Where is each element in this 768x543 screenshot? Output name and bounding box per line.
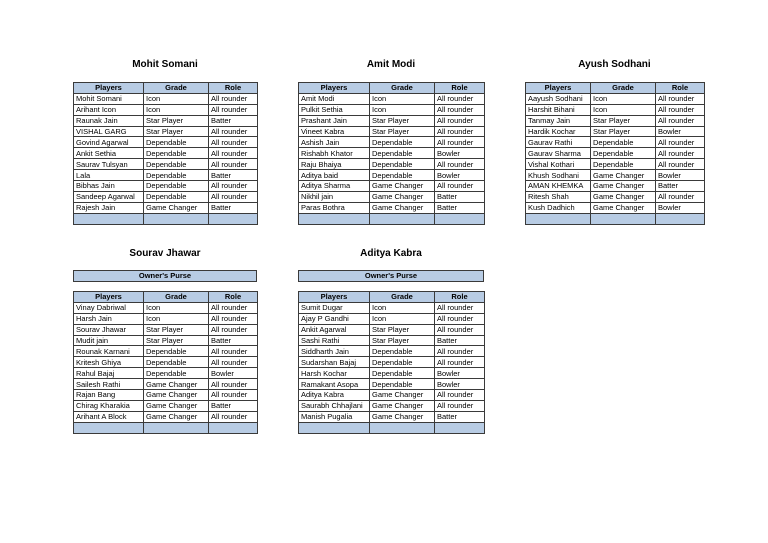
table-row (526, 137, 705, 148)
role-cell: All rounder (209, 93, 258, 104)
grade-cell: Dependable (370, 346, 435, 357)
grade-cell: Game Changer (370, 390, 435, 401)
player-name-cell: Aditya Kabra (299, 390, 370, 401)
grade-cell: Dependable (370, 368, 435, 379)
player-name-cell: Rishabh Khator (299, 148, 370, 159)
column-header-role: Role (435, 292, 485, 303)
table-row (526, 181, 705, 192)
grade-cell: Game Changer (591, 191, 656, 202)
player-name-cell: Ankit Agarwal (299, 324, 370, 335)
blank-cell (299, 422, 370, 433)
player-name-cell: Harshit Bihani (526, 104, 591, 115)
column-header-role: Role (656, 83, 705, 94)
blank-cell (144, 213, 209, 224)
role-cell: All rounder (209, 191, 258, 202)
role-cell: All rounder (209, 411, 258, 422)
role-cell: Bowler (435, 379, 485, 390)
role-cell: All rounder (209, 148, 258, 159)
team-owner-title: Sourav Jhawar (129, 248, 201, 259)
player-name-cell: Khush Sodhani (526, 170, 591, 181)
player-name-cell: Sashi Rathi (299, 335, 370, 346)
player-name-cell: Sandeep Agarwal (74, 191, 144, 202)
table-row (299, 181, 485, 192)
blank-footer-row (74, 213, 258, 224)
team-owner-title: Mohit Somani (132, 59, 198, 70)
table-row (299, 411, 485, 422)
blank-footer-row (299, 213, 485, 224)
team-table (298, 82, 485, 225)
table-row (74, 379, 258, 390)
grade-cell: Icon (591, 104, 656, 115)
role-cell: All rounder (209, 390, 258, 401)
grade-cell: Star Player (144, 335, 209, 346)
role-cell: Batter (435, 335, 485, 346)
blank-cell (370, 213, 435, 224)
grade-cell: Dependable (370, 379, 435, 390)
player-name-cell: Aditya Sharma (299, 181, 370, 192)
grade-cell: Game Changer (370, 202, 435, 213)
table-row (74, 390, 258, 401)
table-row (299, 368, 485, 379)
role-cell: All rounder (435, 115, 485, 126)
team-owner-title: Ayush Sodhani (578, 59, 651, 70)
column-header-role: Role (435, 83, 485, 94)
table-row (299, 346, 485, 357)
grade-cell: Game Changer (591, 181, 656, 192)
blank-cell (591, 213, 656, 224)
role-cell: Bowler (209, 368, 258, 379)
blank-cell (656, 213, 705, 224)
player-name-cell: VISHAL GARG (74, 126, 144, 137)
player-name-cell: Prashant Jain (299, 115, 370, 126)
player-name-cell: Vinay Dabriwal (74, 302, 144, 313)
role-cell: All rounder (435, 346, 485, 357)
player-name-cell: Rounak Karnani (74, 346, 144, 357)
role-cell: Batter (209, 335, 258, 346)
header-row (299, 83, 485, 94)
player-name-cell: Sumit Dugar (299, 302, 370, 313)
column-header-grade: Grade (144, 83, 209, 94)
team-owner-title: Aditya Kabra (360, 248, 422, 259)
player-name-cell: Gaurav Sharma (526, 148, 591, 159)
player-name-cell: Mohit Somani (74, 93, 144, 104)
grade-cell: Game Changer (591, 170, 656, 181)
table-row (74, 324, 258, 335)
grade-cell: Icon (144, 313, 209, 324)
role-cell: All rounder (209, 346, 258, 357)
role-cell: Batter (435, 202, 485, 213)
grade-cell: Dependable (144, 137, 209, 148)
role-cell: All rounder (656, 148, 705, 159)
player-name-cell: Sudarshan Bajaj (299, 357, 370, 368)
blank-cell (209, 422, 258, 433)
grade-cell: Dependable (591, 148, 656, 159)
grade-cell: Game Changer (370, 411, 435, 422)
grade-cell: Dependable (370, 159, 435, 170)
table-row (74, 357, 258, 368)
blank-cell (144, 422, 209, 433)
table-row (74, 368, 258, 379)
player-name-cell: Lala (74, 170, 144, 181)
grade-cell: Star Player (144, 324, 209, 335)
team-table (525, 82, 705, 225)
owners-purse-label: Owner's Purse (298, 270, 484, 282)
player-name-cell: Kritesh Ghiya (74, 357, 144, 368)
table-row (526, 148, 705, 159)
grade-cell: Dependable (370, 148, 435, 159)
player-name-cell: Amit Modi (299, 93, 370, 104)
player-name-cell: Vishal Kothari (526, 159, 591, 170)
player-name-cell: Chirag Kharakia (74, 400, 144, 411)
role-cell: Bowler (656, 126, 705, 137)
grade-cell: Star Player (144, 126, 209, 137)
player-name-cell: Bibhas Jain (74, 181, 144, 192)
role-cell: All rounder (209, 379, 258, 390)
header-row (299, 292, 485, 303)
grade-cell: Star Player (370, 324, 435, 335)
column-header-grade: Grade (144, 292, 209, 303)
table-row (74, 202, 258, 213)
grade-cell: Dependable (370, 170, 435, 181)
role-cell: All rounder (656, 159, 705, 170)
role-cell: All rounder (435, 400, 485, 411)
table-row (74, 400, 258, 411)
team-table (73, 291, 258, 434)
player-name-cell: Rajesh Jain (74, 202, 144, 213)
grade-cell: Game Changer (370, 400, 435, 411)
column-header-players: Players (526, 83, 591, 94)
table-row (299, 170, 485, 181)
role-cell: All rounder (209, 302, 258, 313)
role-cell: All rounder (435, 159, 485, 170)
grade-cell: Icon (144, 302, 209, 313)
grade-cell: Icon (144, 104, 209, 115)
header-row (526, 83, 705, 94)
column-header-role: Role (209, 83, 258, 94)
table-row (526, 159, 705, 170)
role-cell: All rounder (209, 313, 258, 324)
table-row (74, 411, 258, 422)
table-row (299, 137, 485, 148)
team-owner-title: Amit Modi (366, 59, 416, 70)
table-row (299, 302, 485, 313)
blank-footer-row (74, 422, 258, 433)
role-cell: All rounder (435, 324, 485, 335)
player-name-cell: Nikhil jain (299, 191, 370, 202)
role-cell: All rounder (656, 115, 705, 126)
grade-cell: Dependable (144, 148, 209, 159)
player-name-cell: AMAN KHEMKA (526, 181, 591, 192)
role-cell: All rounder (435, 126, 485, 137)
role-cell: All rounder (435, 302, 485, 313)
blank-cell (209, 213, 258, 224)
table-row (526, 170, 705, 181)
grade-cell: Game Changer (144, 411, 209, 422)
grade-cell: Dependable (370, 137, 435, 148)
grade-cell: Dependable (370, 357, 435, 368)
table-row (299, 335, 485, 346)
blank-cell (435, 213, 485, 224)
grade-cell: Dependable (591, 159, 656, 170)
table-row (299, 93, 485, 104)
player-name-cell: Sailesh Rathi (74, 379, 144, 390)
grade-cell: Game Changer (144, 202, 209, 213)
grade-cell: Dependable (591, 137, 656, 148)
player-name-cell: Raju Bhaiya (299, 159, 370, 170)
team-table (73, 82, 258, 225)
player-name-cell: Hardik Kochar (526, 126, 591, 137)
blank-footer-row (299, 422, 485, 433)
role-cell: All rounder (209, 159, 258, 170)
role-cell: All rounder (209, 357, 258, 368)
player-name-cell: Harsh Jain (74, 313, 144, 324)
player-name-cell: Saurav Tulsyan (74, 159, 144, 170)
grade-cell: Star Player (370, 115, 435, 126)
player-name-cell: Ramakant Asopa (299, 379, 370, 390)
role-cell: Batter (435, 411, 485, 422)
role-cell: Batter (656, 181, 705, 192)
table-row (299, 159, 485, 170)
table-row (299, 357, 485, 368)
grade-cell: Icon (144, 93, 209, 104)
player-name-cell: Rahul Bajaj (74, 368, 144, 379)
role-cell: Bowler (656, 170, 705, 181)
column-header-role: Role (209, 292, 258, 303)
table-row (74, 137, 258, 148)
role-cell: All rounder (435, 93, 485, 104)
grade-cell: Dependable (144, 181, 209, 192)
table-row (526, 202, 705, 213)
role-cell: Batter (209, 170, 258, 181)
player-name-cell: Rajan Bang (74, 390, 144, 401)
player-name-cell: Raunak Jain (74, 115, 144, 126)
player-name-cell: Gaurav Rathi (526, 137, 591, 148)
role-cell: All rounder (656, 104, 705, 115)
grade-cell: Game Changer (144, 390, 209, 401)
table-row (299, 115, 485, 126)
grade-cell: Star Player (370, 126, 435, 137)
grade-cell: Dependable (144, 191, 209, 202)
player-name-cell: Ashish Jain (299, 137, 370, 148)
role-cell: Bowler (656, 202, 705, 213)
table-row (74, 346, 258, 357)
grade-cell: Game Changer (370, 181, 435, 192)
table-row (526, 104, 705, 115)
role-cell: All rounder (209, 137, 258, 148)
column-header-grade: Grade (370, 83, 435, 94)
table-row (299, 324, 485, 335)
table-row (526, 93, 705, 104)
grade-cell: Star Player (370, 335, 435, 346)
role-cell: All rounder (656, 191, 705, 202)
grade-cell: Star Player (144, 115, 209, 126)
grade-cell: Dependable (144, 357, 209, 368)
blank-cell (370, 422, 435, 433)
player-name-cell: Arihant A Block (74, 411, 144, 422)
blank-cell (74, 422, 144, 433)
role-cell: Batter (209, 400, 258, 411)
player-name-cell: Mudit jain (74, 335, 144, 346)
role-cell: All rounder (209, 104, 258, 115)
table-row (74, 170, 258, 181)
table-row (299, 126, 485, 137)
header-row (74, 83, 258, 94)
role-cell: Bowler (435, 170, 485, 181)
player-name-cell: Ankit Sethia (74, 148, 144, 159)
role-cell: All rounder (435, 390, 485, 401)
table-row (74, 191, 258, 202)
player-name-cell: Harsh Kochar (299, 368, 370, 379)
column-header-grade: Grade (370, 292, 435, 303)
player-name-cell: Aditya baid (299, 170, 370, 181)
grade-cell: Icon (370, 104, 435, 115)
player-name-cell: Arihant Icon (74, 104, 144, 115)
role-cell: Batter (209, 202, 258, 213)
table-row (299, 400, 485, 411)
player-name-cell: Tanmay Jain (526, 115, 591, 126)
blank-cell (435, 422, 485, 433)
player-name-cell: Siddharth Jain (299, 346, 370, 357)
table-row (526, 126, 705, 137)
role-cell: All rounder (209, 324, 258, 335)
grade-cell: Game Changer (144, 400, 209, 411)
blank-cell (526, 213, 591, 224)
player-name-cell: Govind Agarwal (74, 137, 144, 148)
table-row (299, 104, 485, 115)
team-table (298, 291, 485, 434)
table-row (299, 379, 485, 390)
grade-cell: Icon (370, 93, 435, 104)
player-name-cell: Manish Pugalia (299, 411, 370, 422)
table-row (526, 191, 705, 202)
header-row (74, 292, 258, 303)
table-row (299, 390, 485, 401)
player-name-cell: Sourav Jhawar (74, 324, 144, 335)
grade-cell: Dependable (144, 159, 209, 170)
table-row (74, 313, 258, 324)
table-row (74, 335, 258, 346)
grade-cell: Game Changer (370, 191, 435, 202)
column-header-players: Players (299, 83, 370, 94)
role-cell: All rounder (435, 313, 485, 324)
table-row (74, 302, 258, 313)
grade-cell: Dependable (144, 346, 209, 357)
grade-cell: Icon (370, 313, 435, 324)
blank-cell (299, 213, 370, 224)
role-cell: Bowler (435, 368, 485, 379)
owners-purse-label: Owner's Purse (73, 270, 257, 282)
grade-cell: Game Changer (591, 202, 656, 213)
role-cell: All rounder (656, 137, 705, 148)
grade-cell: Dependable (144, 368, 209, 379)
table-row (74, 148, 258, 159)
player-name-cell: Ajay P Gandhi (299, 313, 370, 324)
table-row (74, 181, 258, 192)
grade-cell: Game Changer (144, 379, 209, 390)
role-cell: All rounder (656, 93, 705, 104)
role-cell: All rounder (435, 137, 485, 148)
column-header-players: Players (299, 292, 370, 303)
player-name-cell: Paras Bothra (299, 202, 370, 213)
role-cell: All rounder (435, 357, 485, 368)
role-cell: All rounder (209, 181, 258, 192)
table-row (74, 159, 258, 170)
role-cell: All rounder (435, 104, 485, 115)
table-row (74, 104, 258, 115)
table-row (299, 202, 485, 213)
grade-cell: Icon (591, 93, 656, 104)
role-cell: All rounder (435, 181, 485, 192)
player-name-cell: Kush Dadhich (526, 202, 591, 213)
player-name-cell: Ritesh Shah (526, 191, 591, 202)
grade-cell: Dependable (144, 170, 209, 181)
role-cell: Batter (209, 115, 258, 126)
role-cell: Bowler (435, 148, 485, 159)
table-row (74, 93, 258, 104)
column-header-grade: Grade (591, 83, 656, 94)
blank-footer-row (526, 213, 705, 224)
table-row (74, 115, 258, 126)
column-header-players: Players (74, 83, 144, 94)
table-row (299, 191, 485, 202)
column-header-players: Players (74, 292, 144, 303)
blank-cell (74, 213, 144, 224)
player-name-cell: Vineet Kabra (299, 126, 370, 137)
table-row (526, 115, 705, 126)
player-name-cell: Pulkit Sethia (299, 104, 370, 115)
player-name-cell: Saurabh Chhajlani (299, 400, 370, 411)
grade-cell: Star Player (591, 115, 656, 126)
player-name-cell: Aayush Sodhani (526, 93, 591, 104)
grade-cell: Icon (370, 302, 435, 313)
role-cell: Batter (435, 191, 485, 202)
table-row (299, 313, 485, 324)
table-row (299, 148, 485, 159)
table-row (74, 126, 258, 137)
grade-cell: Star Player (591, 126, 656, 137)
role-cell: All rounder (209, 126, 258, 137)
